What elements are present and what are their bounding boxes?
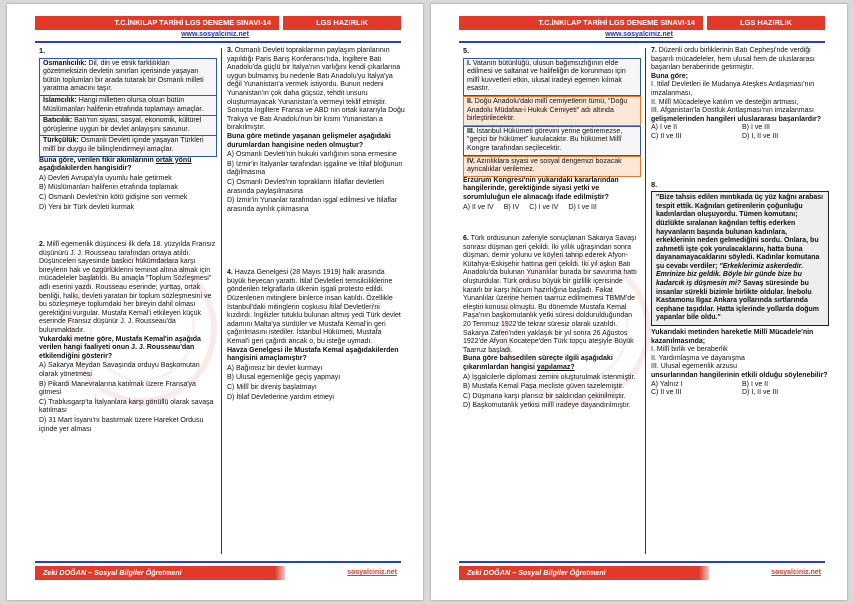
options-row (463, 204, 641, 213)
option-b[interactable]: B) I ve III (742, 124, 771, 132)
definition-box: Osmanlıcılık: Dil, din ve etnik farklılıkları gözetmeksizin devletin sınırları içerisinde yaşayan bütün toplumları bir arada tutarak bir Osmanlı milleti yaratma amacını taşır. (39, 58, 217, 96)
option-d[interactable]: D) İzmir'in Yunanlar tarafından işgal edilmesi ve İtilaflar arasında ayrılık çıkmasına (227, 197, 398, 213)
definition-box: İslamcılık: Hangi milletten olursa olsun bütün Müslümanları halifenin etrafında toplamayı amaçlar. (39, 96, 217, 116)
option-a[interactable]: A) Osmanlı Devleti'nin hukuki varlığının sona ermesine (227, 151, 397, 159)
question-text: Osmanlı Devleti topraklarının paylaşım planlarının yapıldığı Paris Barış Konferansı'nda, İngiltere Batı Anadolu'da güçlü bir İtalya'nın varlığını kendi çıkarlarına uygun bulmamış bu nedenle Batı Anadolu'yu İtalya'ya değil Yunanistan'a vermek istiyordu. Bunun nedeni Yunanistan'ın çok daha güçsüz, tehdit unsuru oluşturmayacak Yunanistan'a vermeyi teklif etmiştir. Sonuçta İngiltere Fransa ve ABD nin ortak kararıyla Doğu Trakya ve Batı Anadolu'nun bir kısmı Yunanistan a bırakılmıştır. (227, 47, 405, 132)
header-badge: LGS HAZIRLIK (707, 16, 825, 30)
page-right (431, 4, 847, 600)
footer-author: Zeki DOĞAN – Sosyal Bilgiler Öğretmeni (35, 566, 275, 580)
option-d[interactable]: D) I, II ve III (742, 132, 779, 140)
question-number: 5. (463, 46, 470, 55)
options-grid (651, 381, 829, 398)
column-divider (645, 48, 646, 554)
option-d[interactable]: D) I ve III (568, 203, 597, 211)
option-c[interactable]: C) Osmanlı Devleti'nin kötü gidişine son vermek (39, 193, 188, 201)
question-number: 4. (227, 269, 233, 277)
footer-site-link[interactable]: sosyalciniz.net (709, 566, 825, 580)
question-stem: Buna göre metinde yaşanan gelişmeler aşağıdaki durumlardan hangisine neden olmuştur? (227, 132, 391, 149)
header-bar (459, 16, 825, 30)
option-d[interactable]: D) 31 Mart İsyanı'nı bastırmak üzere Hareket Ordusu içinde yer alması (39, 416, 204, 433)
option-a[interactable]: A) Bağımsız bir devlet kurmayı (227, 364, 323, 372)
option-a[interactable]: A) I ve II (651, 124, 678, 132)
question-stem: gelişmelerinden hangileri uluslararası başarılardır? (651, 115, 822, 123)
question-stem-end: unsurlarından hangilerinin etkili olduğu söylenebilir? (651, 372, 828, 379)
question-text: Düzenli ordu birliklerinin Batı Cepheşi'nde verdiği başarılı mücadeleler, hem ulusal hem de uluslararası başarıları beraberinde getirmiştir. (651, 47, 815, 72)
option-c[interactable]: C) I ve IV (529, 203, 559, 211)
left-column (463, 47, 641, 414)
question-stem: Yukarıdaki metinden hareketle Millî Mücadele'nin kazanılmasında; (651, 329, 814, 345)
definition-box: Türkçülük: Osmanlı Devleti içinde yaşayan Türkleri millî bir duygu ile bilinçlendirmeyi amaçlar. (39, 136, 217, 156)
question-number: 3. (227, 47, 233, 54)
option-b[interactable]: B) Pikardi Manevralarına katılmak üzere Fransa'ya gitmesi (39, 380, 196, 397)
option-b[interactable]: B) Ulusal egemenliğe geçiş yapmayı (227, 374, 341, 382)
option-c[interactable]: C) Trablusgarp'ta İtalyanlara karşı gönüllü olarak savaşa katılması (39, 398, 214, 415)
question-3 (227, 47, 405, 214)
option-b[interactable]: B) İzmir'in İtalyanlar tarafından işgaline ve İtilaf bloğunun dağılmasına (227, 160, 403, 177)
question-stem: Buna göre, verilen fikir akımlarının ortak yönü aşağıdakilerden hangisidir? (39, 156, 192, 173)
header-bar (35, 16, 401, 30)
roman-item: I. Millî birlik ve beraberlik (651, 346, 728, 354)
question-stem: Buna göre bahsedilen süreçte ilgili aşağıdaki çıkarımlardan hangisi yapılamaz? (463, 355, 613, 371)
option-c[interactable]: C) Düşmana karşı plansız bir saldırıdan çekinilmiştir. (463, 392, 626, 400)
question-5 (463, 47, 641, 212)
question-stem: Yukardaki metne göre, Mustafa Kemal'in aşağıda verilen hangi faaliyeti onun J. J. Rousseau'dan etkilendiğini gösterir? (39, 335, 201, 360)
question-number: 8. (651, 179, 658, 189)
option-a[interactable]: A) Devleti Avrupa'yla uyumlu hale getirmek (39, 174, 172, 182)
page-left (7, 4, 423, 600)
right-column (227, 47, 405, 405)
question-7 (651, 47, 829, 142)
exam-title: T.C.İNKILAP TARİHİ LGS DENEME SINAVI-14 (459, 16, 703, 30)
option-d[interactable]: D) İtilaf Devletlerine yardım etmeyi (227, 393, 334, 401)
right-column (651, 47, 829, 401)
question-text: Havza Genelgesi (28 Mayıs 1919) halk arasında büyük heyecan yarattı. İtilaf Devletleri temsilciliklerine gönderilen telgraflarla ülkenin işgali protesto edildi. Düzenlenen mitinglere binlerce insan katıldı. Özellikle İstanbul'daki mitinglerin coşkusu İtilaf Devletleri'ni kızdırdı. İngilizler tutuklu bulunan altmış yedi Türk devlet adamını Malta'ya sürdüler ve Mustafa Kemal'in geri çağırılmasını istediler. İstanbul Hükümeti, Mustafa Kemal'i geri çağırdı ancak o, bu isteğe uymadı. (227, 269, 401, 346)
option-b[interactable]: B) IV (503, 203, 520, 211)
roman-item: II. Yardımlaşma ve dayanışma (651, 354, 745, 362)
roman-item: II. Millî Mücadeleye katılım ve desteğin artması, (651, 98, 799, 106)
footer-site-link[interactable]: sosyalciniz.net (285, 566, 401, 580)
option-b[interactable]: B) I ve II (742, 380, 769, 388)
roman-item: I. İtilaf Devletleri ile Mudanya Ateşkes Antlaşması'nın imzalanması, (651, 81, 815, 97)
question-number: 1. (39, 46, 46, 55)
option-c[interactable]: C) II ve III (651, 389, 682, 397)
column-divider (221, 48, 222, 554)
question-text: Millî egemenlik düşüncesi ilk defa 18. yüzyılda Fransız düşünürü J. J. Rousseau tarafından ortaya atıldı. Düşünceleri sayesinde baskıcı hükümdarlara karşı bireylerin hak ve özgürlüklerini teminat altına almak için mücadeleler başlatıldı. Bu amaçla "Toplum Sözleşmesi" adlı eserini yazdı. Rousseau eserinde; yurttaş, ortak benliği, halkı, devleti yaratan bir toplum sözleşmesini ve bu sözleşmeye toplumdaki her bireyin dahil olması gerektiğini vurgular. Mustafa Kemal'i etkileyen küçük eserinde Fransız düşünür J. J. Rousseau'da bulunmaktadır. (39, 241, 216, 335)
option-c[interactable]: C) Osmanlı Devleti'nin toprakların İtilaflar devletleri arasında paylaşılmasına (227, 178, 384, 195)
question-1 (39, 47, 217, 212)
option-c[interactable]: C) II ve III (651, 132, 682, 140)
option-c[interactable]: C) Millî bir direniş başlatmayı (227, 384, 317, 391)
question-8 (651, 181, 829, 398)
left-column (39, 47, 217, 437)
site-link[interactable]: www.sosyalciniz.net (605, 31, 673, 38)
quote-box: "Bize tahsis edilen mıntıkada üç yüz kağnı arabası tespit ettik. Kağnıları getirenlerin çoğunluğu kadınlardan oluşuyordu. Tümen komutanı; düzlükte sıralanan kağnıları teftiş ederken hayvanların başında bulunan kadınlara, erkeklerinin neden gelmediğini sordu. Onlara, bu zahmetli işte çok yorulacaklarını, hatta buna dayanamayacaklarını söyledi. Kadınlar komutana şu cevabı verdiler; "Erkeklerimiz askerdedir. Emrinize biz geldik. Böyle bir günde bize bu kadarcık iş düşmesin mi? Savaş süresinde bu insanlar sürekli bizimle birlikte oldular. İnebolu Kastamonu Ilgaz Ankara yollarında sırtlarında cephane taşıdılar. Hatta içlerinde yollarda doğum yapanlar bile oldu." (651, 191, 829, 326)
site-link[interactable]: www.sosyalciniz.net (181, 31, 249, 38)
bottom-rule (459, 561, 825, 563)
decision-box: II. Doğu Anadolu'daki millî cemiyetlerin tümü, "Doğu Anadolu Müdafaa-i Hukuk Cemiyeti" adı altında birleştirilecektir. (463, 96, 641, 126)
question-6 (463, 235, 641, 411)
question-intro: Buna göre; (651, 72, 688, 80)
question-number: 7. (651, 47, 657, 54)
roman-item: III. Afganistan'la Dostluk Antlaşması'nın imzalanması (651, 107, 814, 115)
option-d[interactable]: D) Başkomutanlık yetkisi millî iradeye dayandırılmıştır. (463, 402, 631, 410)
footer-bar (459, 566, 825, 580)
bottom-rule (35, 561, 401, 563)
decision-box: I. Vatanın bütünlüğü, ulusun bağımsızlığının elde edilmesi ve saltanat ve halifeliğin de korunması için millî kuvvetleri etkin, ulusal iradeyi egemen kılmak esastır. (463, 58, 641, 96)
question-4 (227, 269, 405, 402)
footer-bar (35, 566, 401, 580)
option-d[interactable]: D) Yeni bir Türk devleti kurmak (39, 203, 135, 211)
option-a[interactable]: A) Yalnız I (651, 380, 683, 388)
question-number: 2. (39, 241, 45, 249)
top-rule (459, 41, 825, 43)
option-b[interactable]: B) Mustafa Kemal Paşa mecliste güven tazelemiştir. (463, 383, 625, 391)
question-stem: Havza Genelgesi ile Mustafa Kemal aşağıdakilerden hangisini amaçlamıştır? (227, 346, 399, 363)
top-rule (35, 41, 401, 43)
exam-title: T.C.İNKILAP TARİHİ LGS DENEME SINAVI-14 (35, 16, 279, 30)
question-stem: Erzurum Kongresi'nin yukarıdaki kararlarından hangilerinde, gerektiğinde siyasi yetki ve sorumluluğun ele alınacağı ifade edilmiştir? (463, 176, 619, 201)
roman-item: III. Ulusal egemenlik arzusu (651, 363, 737, 371)
question-number: 6. (463, 235, 469, 243)
decision-box: IV. Azınlıklara siyasi ve sosyal dengemizi bozacak ayrıcalıklar verilemez. (463, 156, 641, 177)
option-d[interactable]: D) I, II ve III (742, 389, 779, 397)
option-a[interactable]: A) II ve IV (463, 203, 494, 211)
question-2 (39, 241, 217, 434)
decision-box: III. İstanbul Hükümeti görevini yerine getiremezse, "geçici bir hükümet" kurulacaktır. Bu hükümet Millî Kongre tarafından seçilecektir. (463, 126, 641, 156)
header-badge: LGS HAZIRLIK (283, 16, 401, 30)
footer-author: Zeki DOĞAN – Sosyal Bilgiler Öğretmeni (459, 566, 699, 580)
option-a[interactable]: A) İşgalcilerle diplomasi zemini oluşturulmak istenmiştir. (463, 373, 636, 381)
option-a[interactable]: A) Sakarya Meydan Savaşında orduyu Başkomutan olarak yönetmesi (39, 362, 200, 378)
definition-box: Batıcılık: Batı'nın siyasi, sosyal, ekonomik, kültürel görüşlerine uygun bir devlet anlayışını savunur. (39, 116, 217, 136)
options-grid (651, 124, 829, 141)
question-text: Türk ordusunun zaferiyle sonuçlanan Sakarya Savaşı sonrası düşman geri çekildi. İki yıllık uğraşından sonra düşman, demir yolunu ve köyleri tahrip ederek Afyon-Kütahya-Eskişehir hattına geri çekildi. İki yıl aşkın Batı Anadolu'da bulunan Yunanlılar burada bir savunma hattı oluşturdular. Türk ordusu büyük bir gizlilik içerisinde kararlı bir karşı hücum hazırlığına başladı. Fakat Yunanlılar üzerine hemen taarruz edilmemesi TBMM'de eleştiri konusu olmuştu. Bu dönemde Mustafa Kemal Paşa'nın başkomutanlık yetki süresi doldurulduğundan 20 Temmuz 1922'de tekrar süresiz olarak uzatıldı. Sakarya Zaferi'nden yaklaşık bir yıl sonra 26 Ağustos 1922'de Afyon Kocatepe'den Türk topçu ateşiyle Büyük Taarruz başladı. (463, 235, 638, 354)
option-b[interactable]: B) Müslümanları halifenin etrafında toplamak (39, 184, 178, 192)
